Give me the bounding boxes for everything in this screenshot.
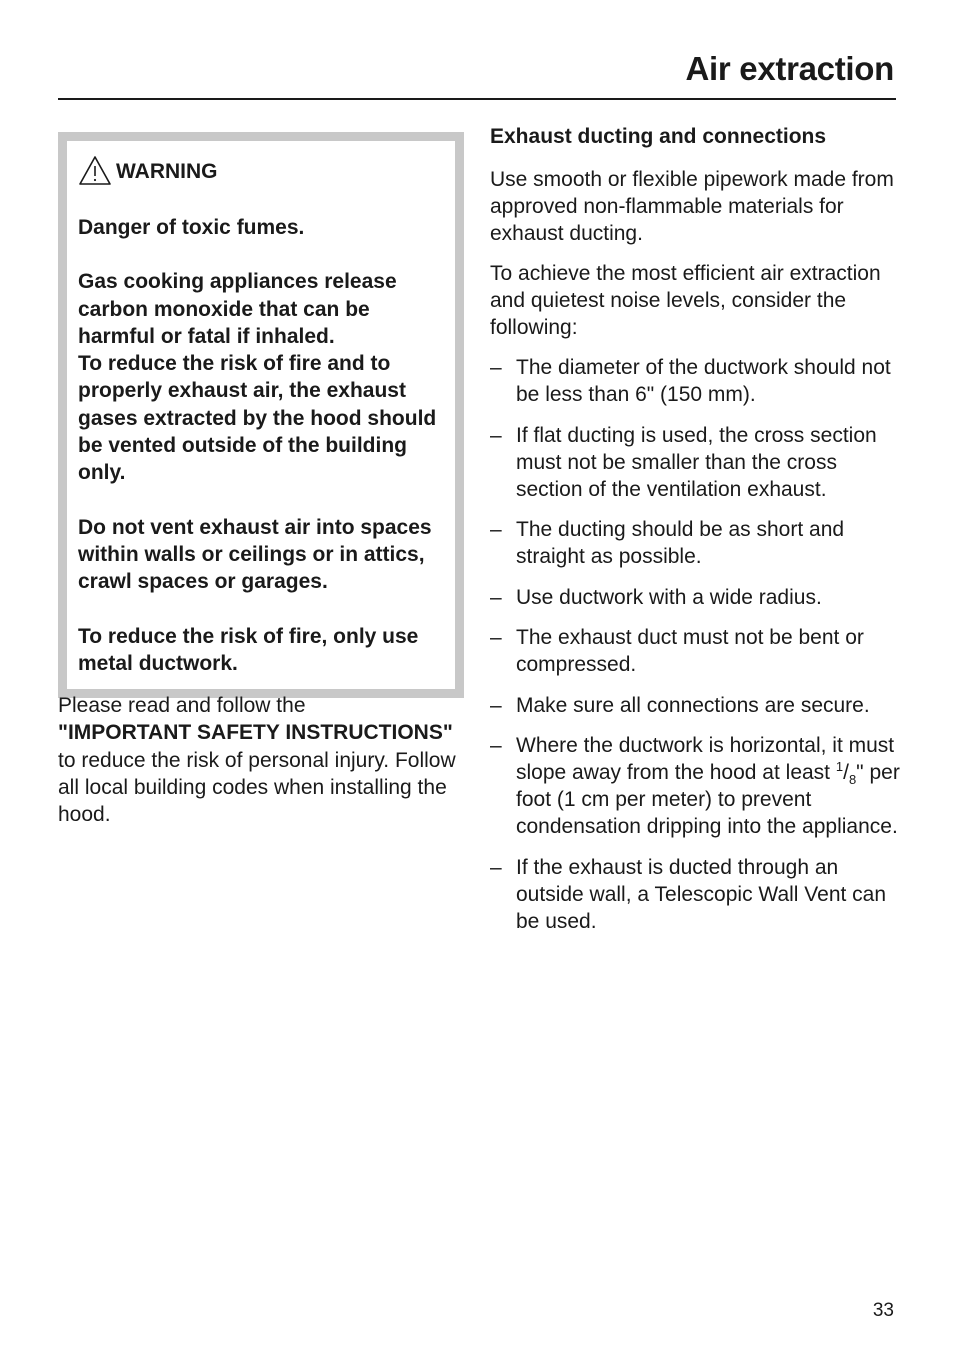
title-divider — [58, 98, 896, 100]
warning-triangle-icon — [78, 155, 112, 187]
list-item — [490, 624, 900, 678]
fraction-denominator: 8 — [848, 772, 857, 788]
warning-label: WARNING — [116, 159, 218, 183]
list-item-text: Use ductwork with a wide radius. — [516, 585, 822, 609]
list-item-text: The ducting should be as short and straight as possible. — [516, 518, 845, 568]
safety-text-before: Please read and follow the — [58, 694, 306, 717]
ducting-section — [490, 122, 900, 948]
list-item-text: Make sure all connections are secure. — [516, 693, 870, 717]
slope-text-before: Where the ductwork is horizontal, it must slope away from the hood at least — [516, 734, 895, 784]
warning-header — [78, 155, 443, 187]
list-item — [490, 422, 900, 503]
dash-bullet: – — [490, 356, 502, 379]
ducting-guidelines-list — [490, 354, 900, 935]
dash-bullet: – — [490, 734, 502, 757]
dash-bullet: – — [490, 585, 502, 609]
list-item — [490, 516, 900, 570]
list-item — [490, 854, 900, 935]
page-title: Air extraction — [685, 50, 894, 87]
page-number: 33 — [872, 1300, 894, 1321]
list-item-text: If the exhaust is ducted through an outside wall, a Telescopic Wall Vent can be used. — [516, 855, 887, 933]
dash-bullet: – — [490, 693, 502, 717]
fraction-numerator: 1 — [835, 759, 844, 774]
warning-box — [58, 132, 464, 698]
list-item — [490, 584, 900, 611]
safety-instructions-paragraph — [58, 692, 464, 828]
dash-bullet: – — [490, 626, 502, 649]
slope-text-after: " per foot (1 cm per meter) to prevent condensation dripping into the appliance. — [516, 761, 900, 838]
warning-para-no-interior-vent: Do not vent exhaust air into spaces within walls or ceilings or in attics, crawl spaces or garages. — [78, 515, 432, 594]
list-item-slope — [490, 732, 900, 840]
warning-danger: Danger of toxic fumes. — [78, 216, 305, 239]
dash-bullet: – — [490, 423, 502, 447]
list-item-text: If flat ducting is used, the cross section must not be smaller than the cross section of the ventilation exhaust. — [516, 423, 877, 501]
list-item — [490, 354, 900, 408]
safety-instructions-reference: "IMPORTANT SAFETY INSTRUCTIONS" — [58, 721, 453, 745]
list-item-text: The diameter of the ductwork should not be less than 6" (150 mm). — [516, 356, 891, 406]
ducting-efficiency-paragraph: To achieve the most efficient air extraction and quietest noise levels, consider the following: — [490, 262, 881, 339]
fraction-slash: / — [843, 761, 849, 784]
dash-bullet: – — [490, 518, 502, 541]
warning-para-carbon-monoxide: Gas cooking appliances release carbon monoxide that can be harmful or fatal if inhaled. — [78, 270, 397, 348]
section-heading: Exhaust ducting and connections — [490, 125, 827, 148]
dash-bullet: – — [490, 855, 502, 879]
ducting-materials-paragraph: Use smooth or flexible pipework made from approved non-flammable materials for exhaust ducting. — [490, 168, 894, 245]
list-item-text: The exhaust duct must not be bent or compressed. — [516, 626, 864, 676]
safety-text-after: to reduce the risk of personal injury. Follow all local building codes when installing the hood. — [58, 748, 456, 827]
warning-para-vent-outside: To reduce the risk of fire and to properly exhaust air, the exhaust gases extracted by the hood should be vented outside of the building only. — [78, 352, 437, 485]
list-item — [490, 692, 900, 719]
warning-para-metal-ductwork: To reduce the risk of fire, only use metal ductwork. — [78, 624, 419, 675]
